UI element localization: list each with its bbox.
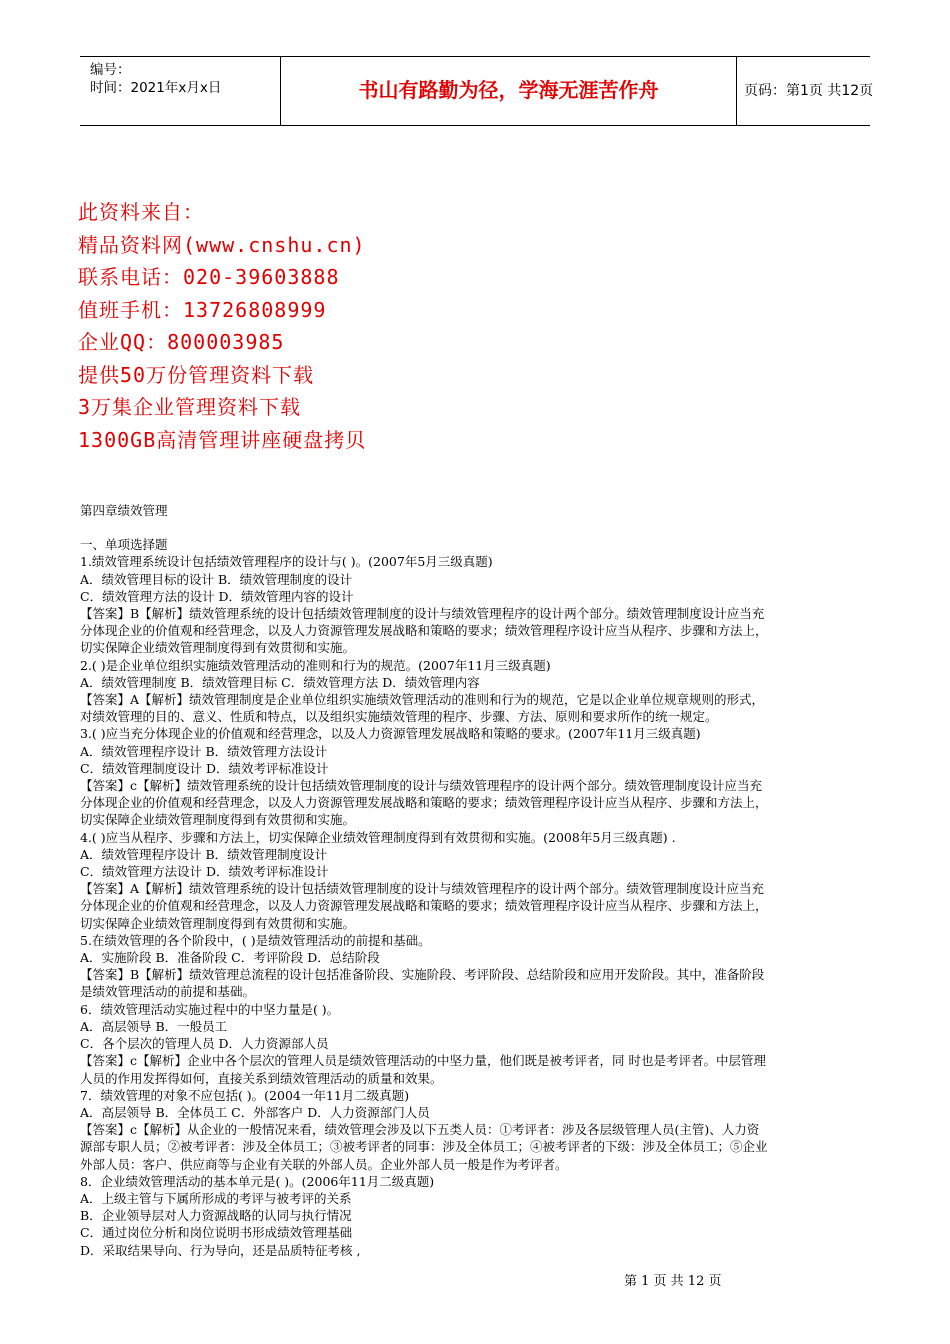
text-line: C．绩效管理方法的设计 D．绩效管理内容的设计 xyxy=(80,588,354,604)
text-line: 【答案】B【解析】绩效管理系统的设计包括绩效管理制度的设计与绩效管理程序的设计两个部分。绩效管理制度设计应当充 xyxy=(80,606,765,622)
text-line: 对绩效管理的目的、意义、性质和特点，以及组织实施绩效管理的程序、步骤、方法、原则和要求所作的统一规定。 xyxy=(80,709,718,725)
text-line: C．绩效管理制度设计 D．绩效考评标准设计 xyxy=(80,760,329,776)
text-line: A．绩效管理目标的设计 B．绩效管理制度的设计 xyxy=(80,571,353,587)
number-label: 编号： xyxy=(90,62,131,78)
text-line: 6．绩效管理活动实施过程中的中坚力量是( )。 xyxy=(80,1001,340,1017)
text-line: 切实保障企业绩效管理制度得到有效贯彻和实施。 xyxy=(80,640,356,656)
text-line: 4.( )应当从程序、步骤和方法上，切实保障企业绩效管理制度得到有效贯彻和实施。(2008年5月三级真题) . xyxy=(80,829,676,845)
text-line: 【答案】A【解析】绩效管理系统的设计包括绩效管理制度的设计与绩效管理程序的设计两个部分。绩效管理制度设计应当充 xyxy=(80,881,765,897)
text-line: 外部人员：客户、供应商等与企业有关联的外部人员。企业外部人员一般是作为考评者。 xyxy=(80,1156,568,1172)
promo-line: 值班手机：13726808999 xyxy=(78,297,327,322)
text-line: 2.( )是企业单位组织实施绩效管理活动的准则和行为的规范。(2007年11月三级真题) xyxy=(80,657,551,673)
page-footer: 第 1 页 共 12 页 xyxy=(624,1274,722,1289)
text-line: A．高层领导 B．全体员工 C．外部客户 D．人力资源部门人员 xyxy=(80,1104,430,1120)
text-line: 【答案】c【解析】从企业的一般情况来看，绩效管理会涉及以下五类人员：①考评者：涉及各层级管理人员(主管)、人力资 xyxy=(80,1122,760,1138)
page-info: 页码：第1页 共12页 xyxy=(744,83,874,99)
spacer xyxy=(80,519,872,536)
time-line: 时间：2021年x月x日 xyxy=(90,80,222,96)
text-line: C．各个层次的管理人员 D．人力资源部人员 xyxy=(80,1036,329,1052)
text-line: 一、单项选择题 xyxy=(80,537,168,553)
header-meta xyxy=(80,57,280,125)
header-page-cell xyxy=(736,57,874,125)
page-header xyxy=(80,56,874,126)
text-line: 3.( )应当充分体现企业的价值观和经营理念，以及人力资源管理发展战略和策略的要求。(2007年11月三级真题) xyxy=(80,726,701,742)
promo-line: 提供50万份管理资料下载 xyxy=(78,362,315,387)
text-line: 5.在绩效管理的各个阶段中，( )是绩效管理活动的前提和基础。 xyxy=(80,932,431,948)
text-line: 【答案】c【解析】绩效管理系统的设计包括绩效管理制度的设计与绩效管理程序的设计两个部分。绩效管理制度设计应当充 xyxy=(80,778,763,794)
promo-block xyxy=(78,196,366,456)
document-body xyxy=(80,502,872,1259)
motto: 书山有路勤为径，学海无涯苦作舟 xyxy=(358,78,659,102)
promo-line: 1300GB高清管理讲座硬盘拷贝 xyxy=(78,427,367,452)
text-line: 分体现企业的价值观和经营理念，以及人力资源管理发展战略和策略的要求；绩效管理程序设计应当从程序、步骤和方法上， xyxy=(80,623,768,639)
text-line: A．绩效管理程序设计 B．绩效管理制度设计 xyxy=(80,846,328,862)
text-line: 源部专职人员；②被考评者：涉及全体员工；③被考评者的同事：涉及全体员工；④被考评者的下级：涉及全体员工；⑤企业 xyxy=(80,1139,768,1155)
text-line: 分体现企业的价值观和经营理念，以及人力资源管理发展战略和策略的要求；绩效管理程序设计应当从程序、步骤和方法上， xyxy=(80,898,768,914)
text-line: 【答案】A【解析】绩效管理制度是企业单位组织实施绩效管理活动的准则和行为的规范，它是以企业单位规章规则的形式， xyxy=(80,692,765,708)
text-line: B．企业领导层对人力资源战略的认同与执行情况 xyxy=(80,1208,352,1224)
text-line: 【答案】B【解析】绩效管理总流程的设计包括准备阶段、实施阶段、考评阶段、总结阶段和应用开发阶段。其中，准备阶段 xyxy=(80,967,765,983)
text-line: 切实保障企业绩效管理制度得到有效贯彻和实施。 xyxy=(80,915,356,931)
text-line: D．采取结果导向、行为导向，还是品质特征考核 , xyxy=(80,1242,361,1258)
text-line: C．通过岗位分析和岗位说明书形成绩效管理基础 xyxy=(80,1225,353,1241)
text-line: 人员的作用发挥得如何，直接关系到绩效管理活动的质量和效果。 xyxy=(80,1070,443,1086)
text-line: A．高层领导 B．一般员工 xyxy=(80,1018,228,1034)
promo-line: 3万集企业管理资料下载 xyxy=(78,395,302,419)
text-line: A．绩效管理程序设计 B．绩效管理方法设计 xyxy=(80,743,328,759)
text-line: 是绩效管理活动的前提和基础。 xyxy=(80,984,256,1000)
promo-line: 此资料来自： xyxy=(78,200,204,224)
header-motto-cell xyxy=(280,57,737,125)
text-line: C．绩效管理方法设计 D．绩效考评标准设计 xyxy=(80,864,329,880)
text-line: A．实施阶段 B．准备阶段 C．考评阶段 D．总结阶段 xyxy=(80,950,380,966)
text-line: 1.绩效管理系统设计包括绩效管理程序的设计与( )。(2007年5月三级真题) xyxy=(80,554,493,570)
promo-line: 联系电话：020-39603888 xyxy=(78,265,340,289)
text-line: 【答案】c【解析】企业中各个层次的管理人员是绩效管理活动的中坚力量，他们既是被考评者，同 时也是考评者。中层管理 xyxy=(80,1053,766,1069)
text-line: A．上级主管与下属所形成的考评与被考评的关系 xyxy=(80,1190,352,1206)
promo-line: 精品资料网(www.cnshu.cn) xyxy=(78,232,366,257)
text-line: 分体现企业的价值观和经营理念，以及人力资源管理发展战略和策略的要求；绩效管理程序设计应当从程序、步骤和方法上， xyxy=(80,795,768,811)
chapter-title: 第四章绩效管理 xyxy=(80,503,168,518)
text-line: 切实保障企业绩效管理制度得到有效贯彻和实施。 xyxy=(80,812,356,828)
text-line: 8．企业绩效管理活动的基本单元是( )。(2006年11月二级真题) xyxy=(80,1173,435,1189)
text-line: 7．绩效管理的对象不应包括( )。(2004一年11月二级真题) xyxy=(80,1087,410,1103)
text-line: A．绩效管理制度 B．绩效管理目标 C．绩效管理方法 D．绩效管理内容 xyxy=(80,674,480,690)
promo-line: 企业QQ：800003985 xyxy=(78,330,285,354)
